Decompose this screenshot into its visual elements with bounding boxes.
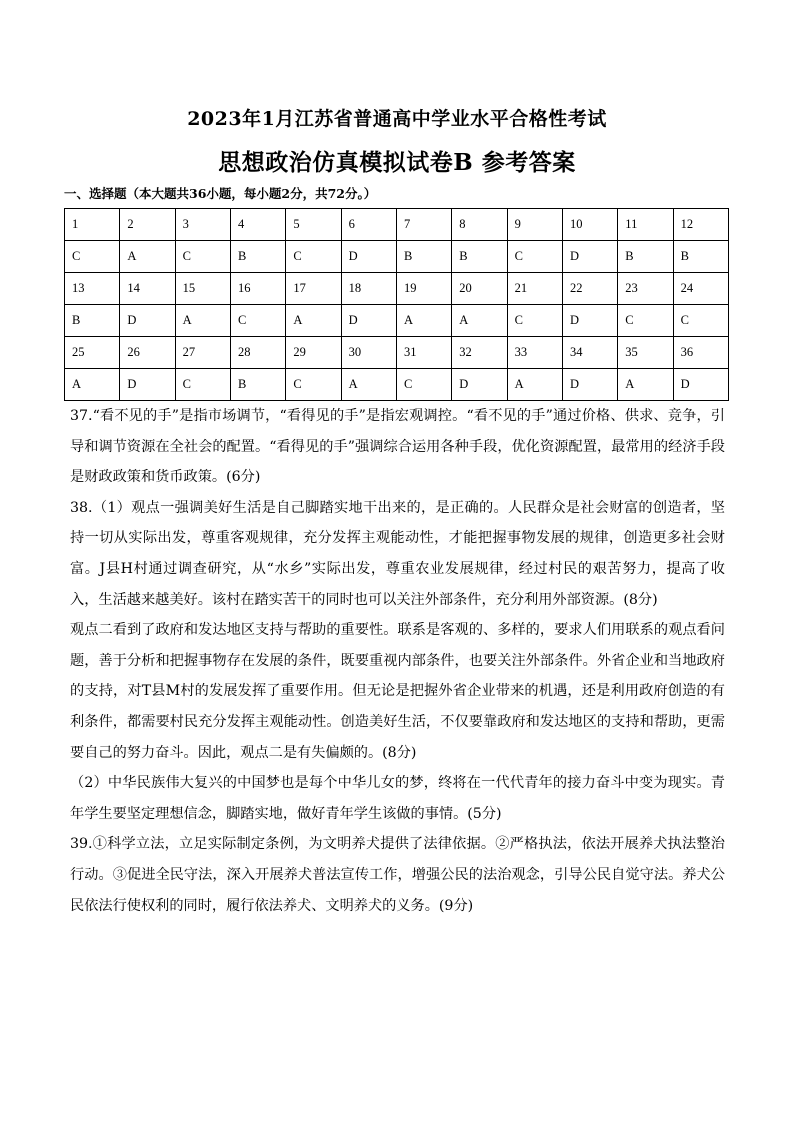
question-number-cell: 8 [452, 209, 507, 241]
answer-cell: A [452, 305, 507, 337]
question-number-cell: 11 [618, 209, 673, 241]
answer-cell: C [286, 369, 341, 401]
question-number-cell: 12 [673, 209, 728, 241]
answer-cell: D [562, 241, 617, 273]
question-number-cell: 19 [396, 273, 451, 305]
question-number-cell: 24 [673, 273, 728, 305]
answer-cell: D [562, 305, 617, 337]
answer-cell: A [65, 369, 120, 401]
question-number-cell: 14 [120, 273, 175, 305]
question-number-cell: 25 [65, 337, 120, 369]
answer-37: 37.“看不见的手”是指市场调节，“看得见的手”是指宏观调控。“看不见的手”通过价格、供求、竞争，引导和调节资源在全社会的配置。“看得见的手”强调综合运用各种手段，优化资源配置，最常用的经济手段是财政政策和货币政策。(6分) [70, 408, 725, 486]
question-number-cell: 13 [65, 273, 120, 305]
answer-cell: D [341, 241, 396, 273]
answer-cell: C [507, 241, 562, 273]
question-number-cell: 20 [452, 273, 507, 305]
answer-cell: B [396, 241, 451, 273]
question-number-row [65, 273, 729, 305]
answer-cell: C [65, 241, 120, 273]
question-number-cell: 32 [452, 337, 507, 369]
question-number-cell: 21 [507, 273, 562, 305]
answer-cell: B [230, 369, 285, 401]
answer-key-title: 思想政治仿真模拟试卷B 参考答案 [218, 149, 576, 176]
answer-cell: D [120, 369, 175, 401]
answer-cell: D [120, 305, 175, 337]
answer-row [65, 305, 729, 337]
question-number-cell: 6 [341, 209, 396, 241]
question-number-cell: 7 [396, 209, 451, 241]
question-number-cell: 28 [230, 337, 285, 369]
answer-cell: C [175, 369, 230, 401]
question-number-row [65, 337, 729, 369]
answer-cell: D [562, 369, 617, 401]
answer-cell: C [230, 305, 285, 337]
answer-text-block [70, 401, 725, 921]
question-number-cell: 5 [286, 209, 341, 241]
question-number-row [65, 209, 729, 241]
answer-38-1-view2: 观点二看到了政府和发达地区支持与帮助的重要性。联系是客观的、多样的，要求人们用联系的观点看问题，善于分析和把握事物存在发展的条件，既要重视内部条件，也要关注外部条件。外省企业和当地政府的支持，对T县M村的发展发挥了重要作用。但无论是把握外省企业带来的机遇，还是利用政府创造的有利条件，都需要村民充分发挥主观能动性。创造美好生活，不仅要靠政府和发达地区的支持和帮助，更需要自己的努力奋斗。因此，观点二是有失偏颇的。(8分) [70, 622, 725, 761]
answer-cell: A [507, 369, 562, 401]
question-number-cell: 36 [673, 337, 728, 369]
question-number-cell: 2 [120, 209, 175, 241]
answer-cell: C [618, 305, 673, 337]
question-number-cell: 34 [562, 337, 617, 369]
answer-row [65, 241, 729, 273]
answer-cell: C [673, 305, 728, 337]
answer-cell: C [286, 241, 341, 273]
section-heading-multiple-choice: 一、选择题（本大题共36小题，每小题2分，共72分。） [64, 186, 377, 201]
answer-cell: B [618, 241, 673, 273]
answer-cell: A [286, 305, 341, 337]
answer-38-1: 38.（1）观点一强调美好生活是自己脚踏实地干出来的，是正确的。人民群众是社会财富的创造者，坚持一切从实际出发，尊重客观规律，充分发挥主观能动性，才能把握事物发展的规律，创造更多社会财富。J县H村通过调查研究，从“水乡”实际出发，尊重农业发展规律，经过村民的艰苦努力，提高了收入，生活越来越美好。该村在踏实苦干的同时也可以关注外部条件，充分利用外部资源。(8分) [70, 499, 725, 608]
answer-cell: D [452, 369, 507, 401]
answer-39: 39.①科学立法，立足实际制定条例，为文明养犬提供了法律依据。②严格执法，依法开展养犬执法整治行动。③促进全民守法，深入开展养犬普法宣传工作，增强公民的法治观念，引导公民自觉守法。养犬公民依法行使权利的同时，履行依法养犬、文明养犬的义务。(9分) [70, 836, 725, 914]
question-number-cell: 31 [396, 337, 451, 369]
question-number-cell: 22 [562, 273, 617, 305]
question-number-cell: 3 [175, 209, 230, 241]
answer-cell: C [396, 369, 451, 401]
question-number-cell: 9 [507, 209, 562, 241]
answer-cell: B [452, 241, 507, 273]
answer-cell: D [673, 369, 728, 401]
answer-cell: C [175, 241, 230, 273]
answer-cell: A [120, 241, 175, 273]
answer-cell: B [65, 305, 120, 337]
answer-table [64, 208, 729, 401]
answer-row [65, 369, 729, 401]
question-number-cell: 15 [175, 273, 230, 305]
question-number-cell: 29 [286, 337, 341, 369]
question-number-cell: 1 [65, 209, 120, 241]
answer-cell: A [618, 369, 673, 401]
question-number-cell: 17 [286, 273, 341, 305]
question-number-cell: 35 [618, 337, 673, 369]
answer-cell: D [341, 305, 396, 337]
question-number-cell: 16 [230, 273, 285, 305]
answer-cell: B [673, 241, 728, 273]
answer-cell: A [396, 305, 451, 337]
question-number-cell: 33 [507, 337, 562, 369]
answer-cell: C [507, 305, 562, 337]
question-number-cell: 27 [175, 337, 230, 369]
question-number-cell: 23 [618, 273, 673, 305]
answer-cell: B [230, 241, 285, 273]
question-number-cell: 4 [230, 209, 285, 241]
exam-title: 2023年1月江苏省普通高中学业水平合格性考试 [187, 108, 607, 130]
answer-38-2: （2）中华民族伟大复兴的中国梦也是每个中华儿女的梦，终将在一代代青年的接力奋斗中变为现实。青年学生要坚定理想信念，脚踏实地，做好青年学生该做的事情。(5分) [70, 775, 725, 822]
question-number-cell: 26 [120, 337, 175, 369]
question-number-cell: 30 [341, 337, 396, 369]
answer-cell: A [175, 305, 230, 337]
question-number-cell: 18 [341, 273, 396, 305]
question-number-cell: 10 [562, 209, 617, 241]
answer-cell: A [341, 369, 396, 401]
